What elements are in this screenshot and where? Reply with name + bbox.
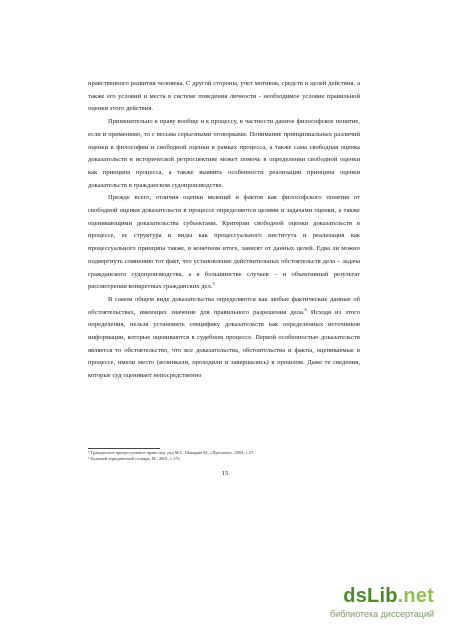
paragraph-3-text: Прежде всего, отличия оценки явлений и фактов как философского понятия от свободной оценки доказательств в процессе определяются целями и задачами оценки, а также оценивающими доказательства субъектами. Критерии свободной оценки доказательств в процессе, ее структура и виды как процессуального института и реализация как процессуального принципа также, в конечном итоге, зависят от данных целей. Едва ли можно подвергнуть сомнению тот факт, что установление действительных обстоятельств дела – задача гражданского судопроизводства, а в большинстве случаев – и объективный результат рассмотрения конкретных гражданских дел. xyxy=(88,194,360,291)
footnote-divider xyxy=(88,448,160,449)
paragraph-4-cont: Исходя из этого определения, нельзя установить специфику доказательств как определенных источников информации, которые оцениваются в судебном процессе. Первой особенностью доказательств является то обстоятельство, что все доказательства, обстоятельства и факты, оцениваемые в процессе, имели место (возникали, проходили и завершались) в прошлом. Даже те сведения, которые суд оценивает непосредственно xyxy=(88,308,360,380)
dslib-watermark xyxy=(296,585,436,625)
paragraph-3 xyxy=(88,192,360,294)
paragraph-4 xyxy=(88,294,360,383)
paragraph-1: нравственного развития человека. С другой стороны, учет мотивов, средств и целей действия, а также его условий и места в системе поведения личности - необходимое условие правильной оценки этого действия. xyxy=(88,80,360,113)
footnotes xyxy=(88,450,360,462)
watermark-subtitle: библиотека диссертаций xyxy=(329,609,434,619)
footnote-6: ⁶ Большой юридический словарь, М., 2001, с.172. xyxy=(88,456,181,461)
logo-main: dsLib xyxy=(343,585,398,607)
body-text xyxy=(88,78,360,383)
page-number: 15 xyxy=(221,470,229,477)
footnote-5: ⁵ Гражданское процессуальное право под. ред М.С. Шакарян М., «Проспект», 2004, с.57. xyxy=(88,450,255,455)
paragraph-2: Применительно к праву вообще и к процессу, в частности данное философское понятие, если и применимо, то с весьма серьезными оговорками. Понимание принципиальных различий оценки в философии и свободной оценки в рамках процесса, а также сама свободная оценка доказательств в исторической ретроспективе может помочь в определении свободной оценки как принципа процесса, а также выявить особенности реализации принципа оценки доказательств в гражданском судопроизводстве. xyxy=(88,118,360,189)
paragraph-4-text: В самом общем виде доказательства определяются как любые фактические данные об обстоятельствах, имеющих значение для правильного разрешения дела. xyxy=(88,295,360,316)
logo-tld: .net xyxy=(397,585,434,607)
dslib-logo xyxy=(343,585,434,608)
footnote-ref-6[interactable]: 6 xyxy=(304,306,307,312)
footnote-ref-5[interactable]: 5 xyxy=(212,281,215,287)
